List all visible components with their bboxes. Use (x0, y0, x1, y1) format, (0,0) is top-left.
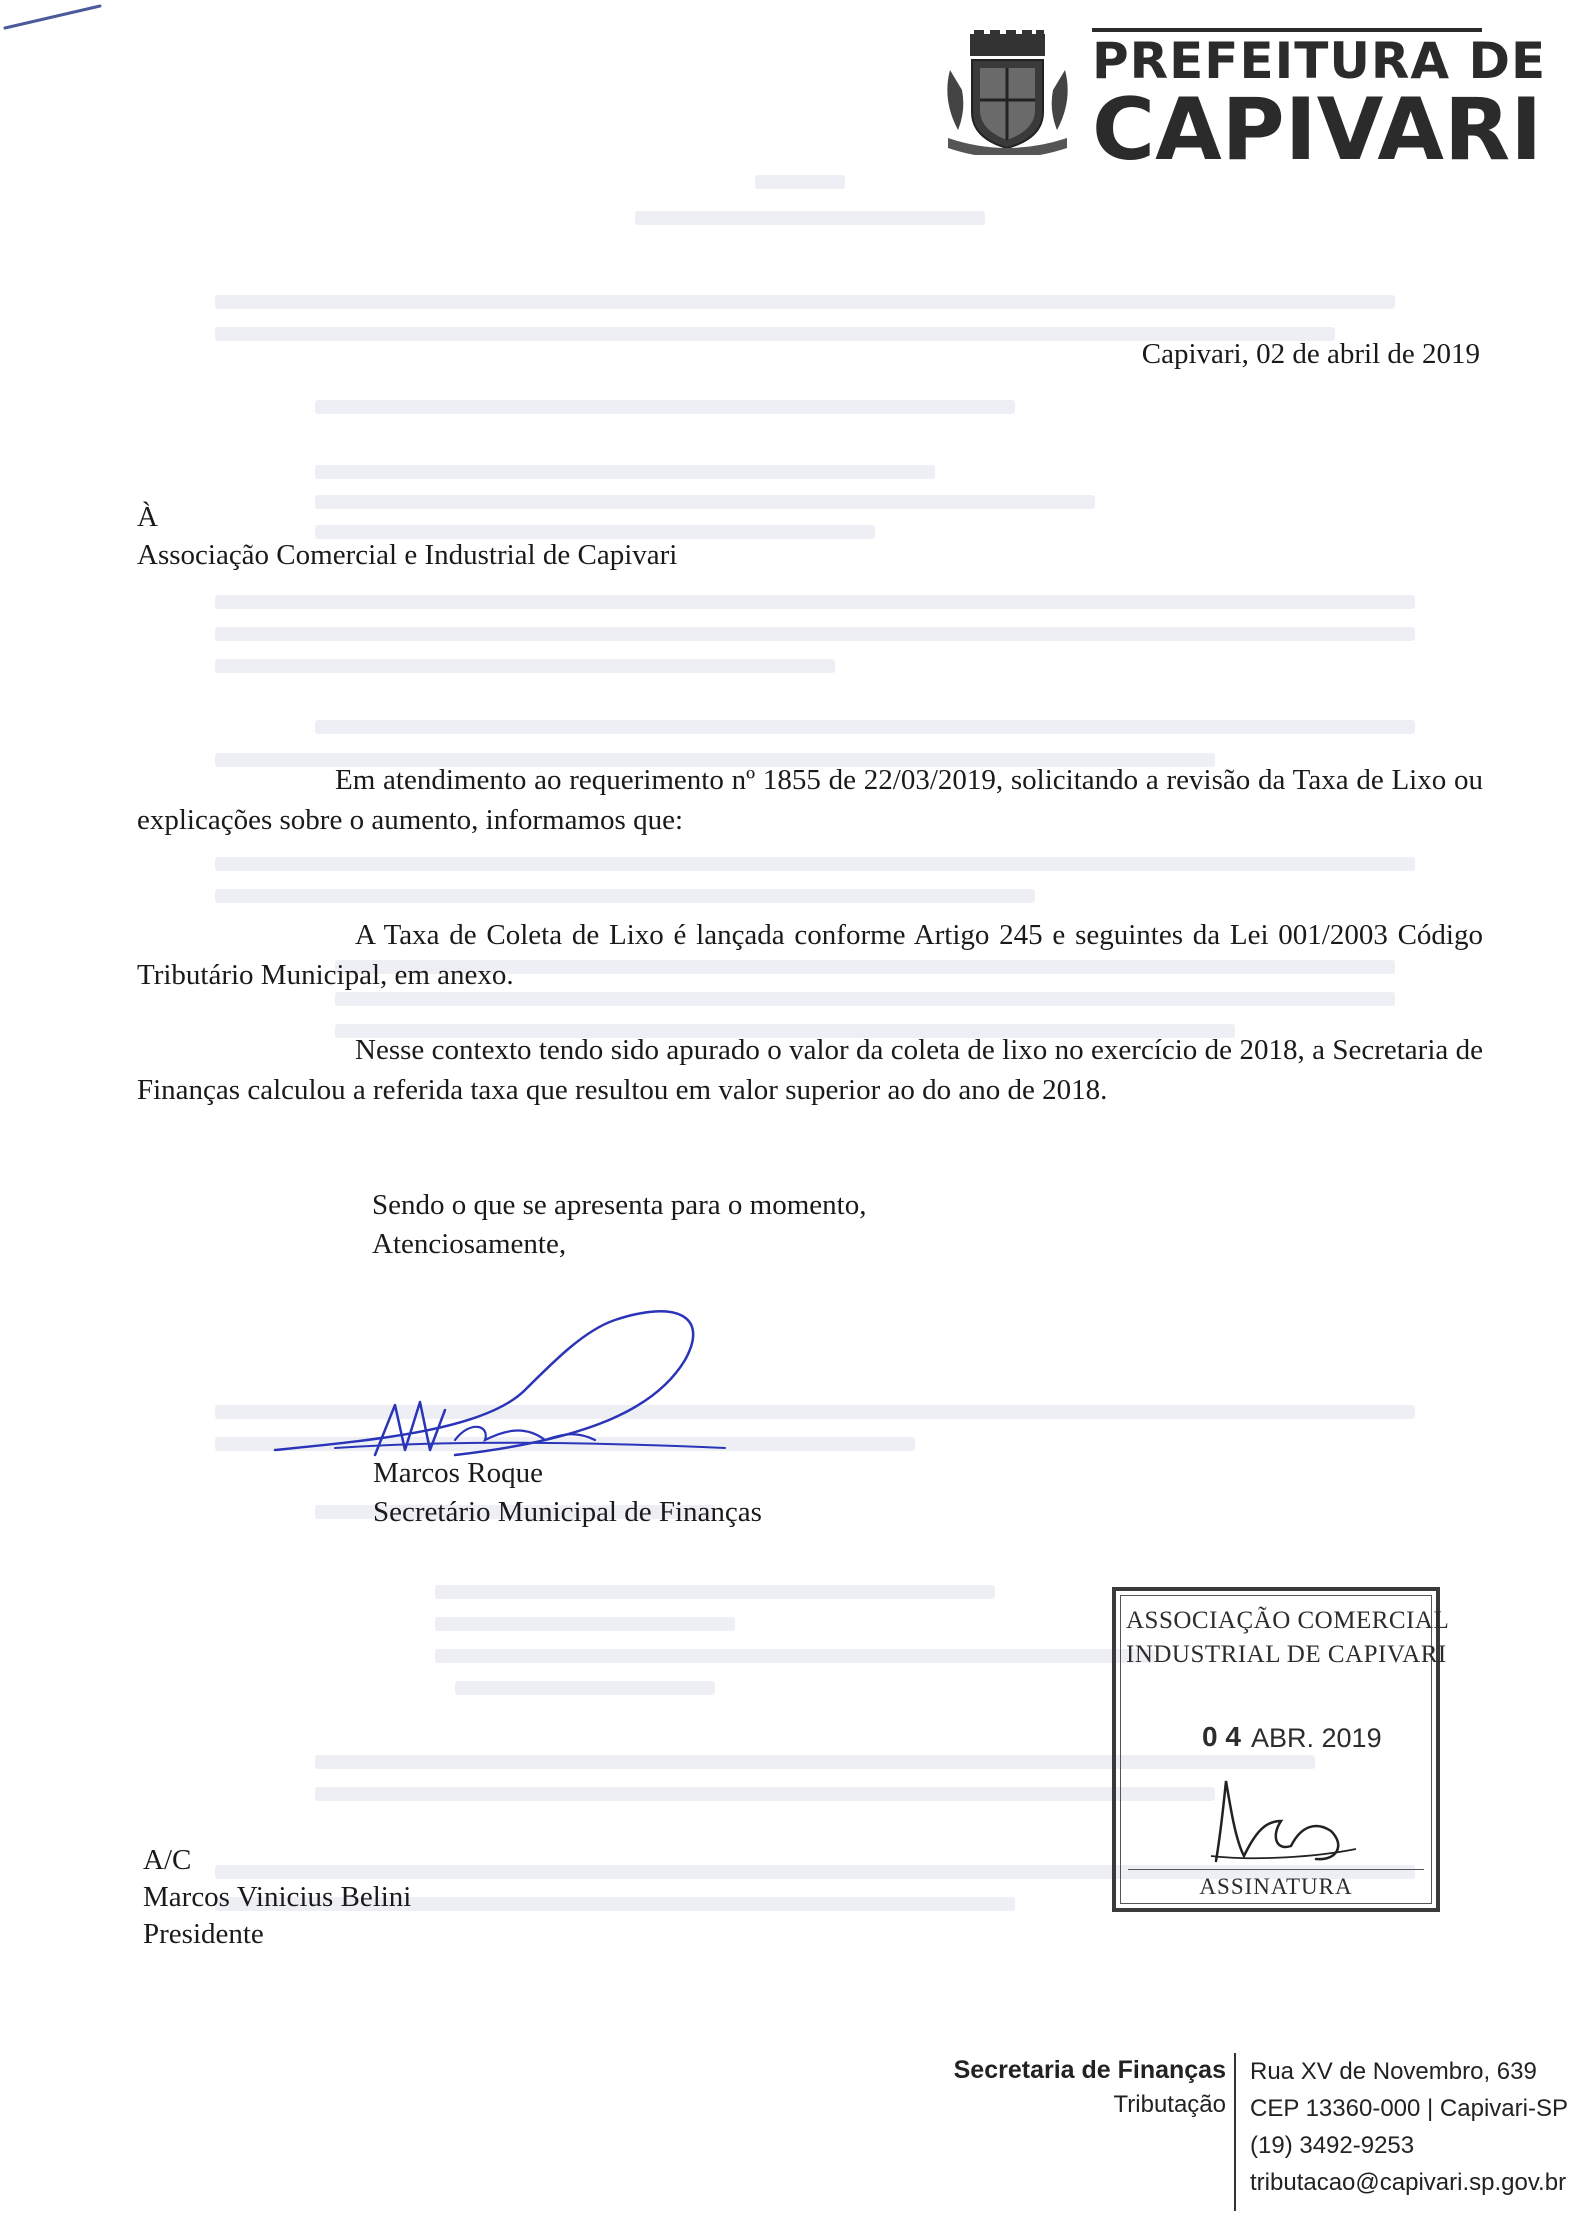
received-stamp (1112, 1587, 1450, 1912)
stamp-line2: INDUSTRIAL DE CAPIVARI (1126, 1641, 1447, 1668)
handwritten-signature (255, 1290, 755, 1480)
stamp-signature-label: ASSINATURA (1128, 1869, 1424, 1900)
closing-salutation: Atenciosamente, (372, 1228, 567, 1260)
footer (900, 2045, 1570, 2215)
footer-division: Tributação (1113, 2091, 1226, 2118)
stamp-signature (1196, 1761, 1366, 1871)
paragraph-context: Nesse contexto tendo sido apurado o valor da coleta de lixo no exercício de 2018, a Secretaria de Finanças calculou a referida taxa que resultou em valor superior ao do ano de 2018. (137, 1034, 1483, 1106)
letter-date: Capivari, 02 de abril de 2019 (1141, 338, 1480, 370)
stamp-day: 0 4 (1202, 1721, 1241, 1752)
footer-address: Rua XV de Novembro, 639 (1250, 2058, 1537, 2085)
signer-role: Secretário Municipal de Finanças (373, 1496, 762, 1528)
closing-line: Sendo o que se apresenta para o momento, (372, 1189, 867, 1221)
stamp-line1: ASSOCIAÇÃO COMERCIAL (1126, 1607, 1450, 1634)
footer-phone: (19) 3492-9253 (1250, 2132, 1415, 2159)
letterhead-line1: PREFEITURA DE (1092, 28, 1482, 88)
attention-name: Marcos Vinicius Belini (143, 1881, 412, 1913)
footer-email: tributacao@capivari.sp.gov.br (1250, 2169, 1567, 2196)
footer-department: Secretaria de Finanças (953, 2056, 1226, 2084)
signer-name: Marcos Roque (373, 1457, 543, 1489)
letterhead-line2: CAPIVARI (1092, 80, 1543, 180)
letterhead (940, 22, 1547, 180)
attention-label: A/C (143, 1844, 192, 1876)
paragraph-request: Em atendimento ao requerimento nº 1855 de 22/03/2019, solicitando a revisão da Taxa de Lixo ou explicações sobre o aumento, informamos que: (137, 764, 1483, 836)
recipient-prefix: À (137, 501, 158, 533)
pen-mark (0, 0, 120, 40)
recipient: Associação Comercial e Industrial de Capivari (137, 539, 678, 571)
footer-divider (1234, 2053, 1236, 2211)
attention-role: Presidente (143, 1918, 264, 1950)
paragraph-law: A Taxa de Coleta de Lixo é lançada conforme Artigo 245 e seguintes da Lei 001/2003 Código Tributário Municipal, em anexo. (137, 919, 1483, 991)
coat-of-arms-icon (940, 30, 1075, 155)
footer-cep-city: CEP 13360-000 | Capivari-SP (1250, 2095, 1568, 2122)
stamp-month-year: ABR. 2019 (1251, 1723, 1382, 1753)
